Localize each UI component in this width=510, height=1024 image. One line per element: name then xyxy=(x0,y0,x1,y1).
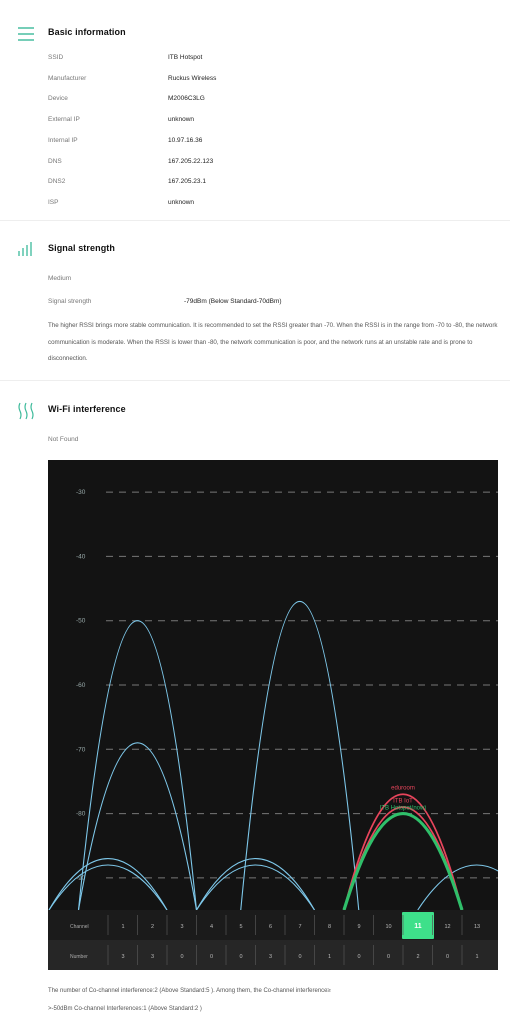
y-tick-label: -70 xyxy=(76,746,86,754)
basic-info-label: ISP xyxy=(48,198,59,206)
network-count: 3 xyxy=(268,954,273,960)
divider xyxy=(0,380,510,381)
basic-info-label: Internal IP xyxy=(48,136,78,144)
channel-number: 10 xyxy=(385,924,392,930)
channel-number: 9 xyxy=(357,924,361,930)
network-count: 2 xyxy=(416,954,420,960)
signal-description: The higher RSSI brings more stable communication. It is recommended to set the RSSI greater than -70. When the RSSI is in the range from -70 to -80, the network communication is moderate. When the RSSI is lower than -80, the network communication is poor, and the network runs at an unstable rate and is prone to disconnection. xyxy=(48,322,498,362)
signal-header xyxy=(0,240,510,264)
basic-info-row xyxy=(0,158,510,176)
basic-info-title: Basic information xyxy=(48,27,126,37)
basic-info-value: Ruckus Wireless xyxy=(168,74,217,82)
signal-strength-label: Signal strength xyxy=(48,298,92,305)
number-row-bg xyxy=(48,940,498,970)
network-count: 0 xyxy=(386,954,391,960)
channel-number: 11 xyxy=(414,923,422,930)
basic-info-value: M2006C3LG xyxy=(168,95,205,103)
network-count: 0 xyxy=(239,954,243,960)
channel-number: 7 xyxy=(298,924,302,930)
channel-number: 4 xyxy=(209,924,214,930)
basic-info-row xyxy=(0,54,510,72)
basic-info-row xyxy=(0,178,510,196)
network-curve xyxy=(344,794,462,910)
network-curve xyxy=(49,859,167,910)
signal-title: Signal strength xyxy=(48,243,116,253)
channel-number: 3 xyxy=(180,924,184,930)
network-count: 0 xyxy=(180,954,184,960)
network-curve xyxy=(197,865,315,910)
network-count: 0 xyxy=(445,954,450,960)
basic-info-label: Manufacturer xyxy=(48,74,87,82)
y-tick-label: -40 xyxy=(76,553,86,561)
network-count: 1 xyxy=(475,954,479,960)
basic-info-header xyxy=(0,24,510,48)
basic-info-row xyxy=(0,116,510,134)
signal-bars-icon xyxy=(16,240,36,260)
channel-number: 6 xyxy=(268,924,273,930)
wifi-title: Wi-Fi interference xyxy=(48,404,126,414)
basic-info-row xyxy=(0,95,510,113)
network-name-label: ITB IoT xyxy=(393,798,413,805)
network-name-label: ITB Hotspot(now) xyxy=(379,805,427,812)
channel-number: 1 xyxy=(121,924,125,930)
y-tick-label: -80 xyxy=(76,810,86,818)
wifi-status: Not Found xyxy=(48,436,79,443)
basic-info-label: Device xyxy=(48,95,68,103)
y-tick-label: -90 xyxy=(76,874,86,882)
y-tick-label: -30 xyxy=(76,489,86,497)
basic-info-row xyxy=(0,137,510,155)
network-curve xyxy=(49,865,167,910)
signal-strength-value: -79dBm (Below Standard-70dBm) xyxy=(184,298,282,305)
network-count: 0 xyxy=(298,954,302,960)
basic-info-label: External IP xyxy=(48,116,80,124)
basic-info-value: unknown xyxy=(168,198,195,206)
basic-info-label: SSID xyxy=(48,54,64,61)
divider xyxy=(0,220,510,221)
network-curves xyxy=(49,601,498,910)
basic-info-value: ITB Hotspot xyxy=(168,54,203,61)
basic-info-label: DNS xyxy=(48,157,62,165)
signal-strength-row xyxy=(0,298,510,316)
channel-number: 5 xyxy=(239,924,243,930)
basic-info-value: 167.205.22.123 xyxy=(168,157,214,165)
channel-chart-svg xyxy=(48,460,498,970)
channel-number: 12 xyxy=(444,924,451,930)
channel-number: 8 xyxy=(327,924,332,930)
channel-number: 2 xyxy=(150,924,155,930)
network-curve xyxy=(79,743,197,910)
interference-summary-line1: The number of Co-channel interference:2 (Above Standard:5 ). Among them, the Co-channel interference≥ xyxy=(48,988,331,994)
basic-info-row xyxy=(0,75,510,93)
wifi-header xyxy=(0,401,510,425)
network-count: 3 xyxy=(121,954,125,960)
basic-info-value: 10.97.16.36 xyxy=(168,136,203,144)
interference-waves-icon xyxy=(16,401,36,421)
signal-level: Medium xyxy=(48,275,72,282)
network-name-label: eduroom xyxy=(391,785,415,792)
network-curve xyxy=(197,859,315,910)
basic-info-row xyxy=(0,199,510,217)
network-curve xyxy=(241,601,359,910)
network-count: 0 xyxy=(209,954,214,960)
number-row-label: Number xyxy=(70,954,88,960)
network-count: 1 xyxy=(327,954,332,960)
y-tick-label: -50 xyxy=(76,617,86,625)
channel-row-label: Channel xyxy=(70,924,89,930)
network-curve xyxy=(344,814,462,910)
network-count: 0 xyxy=(357,954,361,960)
channel-number: 13 xyxy=(473,924,481,930)
menu-list-icon xyxy=(16,24,36,44)
basic-info-value: unknown xyxy=(168,116,195,124)
network-count: 3 xyxy=(150,954,155,960)
basic-info-label: DNS2 xyxy=(48,178,66,186)
channel-interference-chart xyxy=(48,460,498,970)
network-curve xyxy=(418,865,498,910)
interference-summary-line2: >-50dBm Co-channel Interferences:1 (Above Standard:2 ) xyxy=(48,1006,202,1012)
y-tick-label: -60 xyxy=(76,682,86,689)
basic-info-value: 167.205.23.1 xyxy=(168,178,206,186)
